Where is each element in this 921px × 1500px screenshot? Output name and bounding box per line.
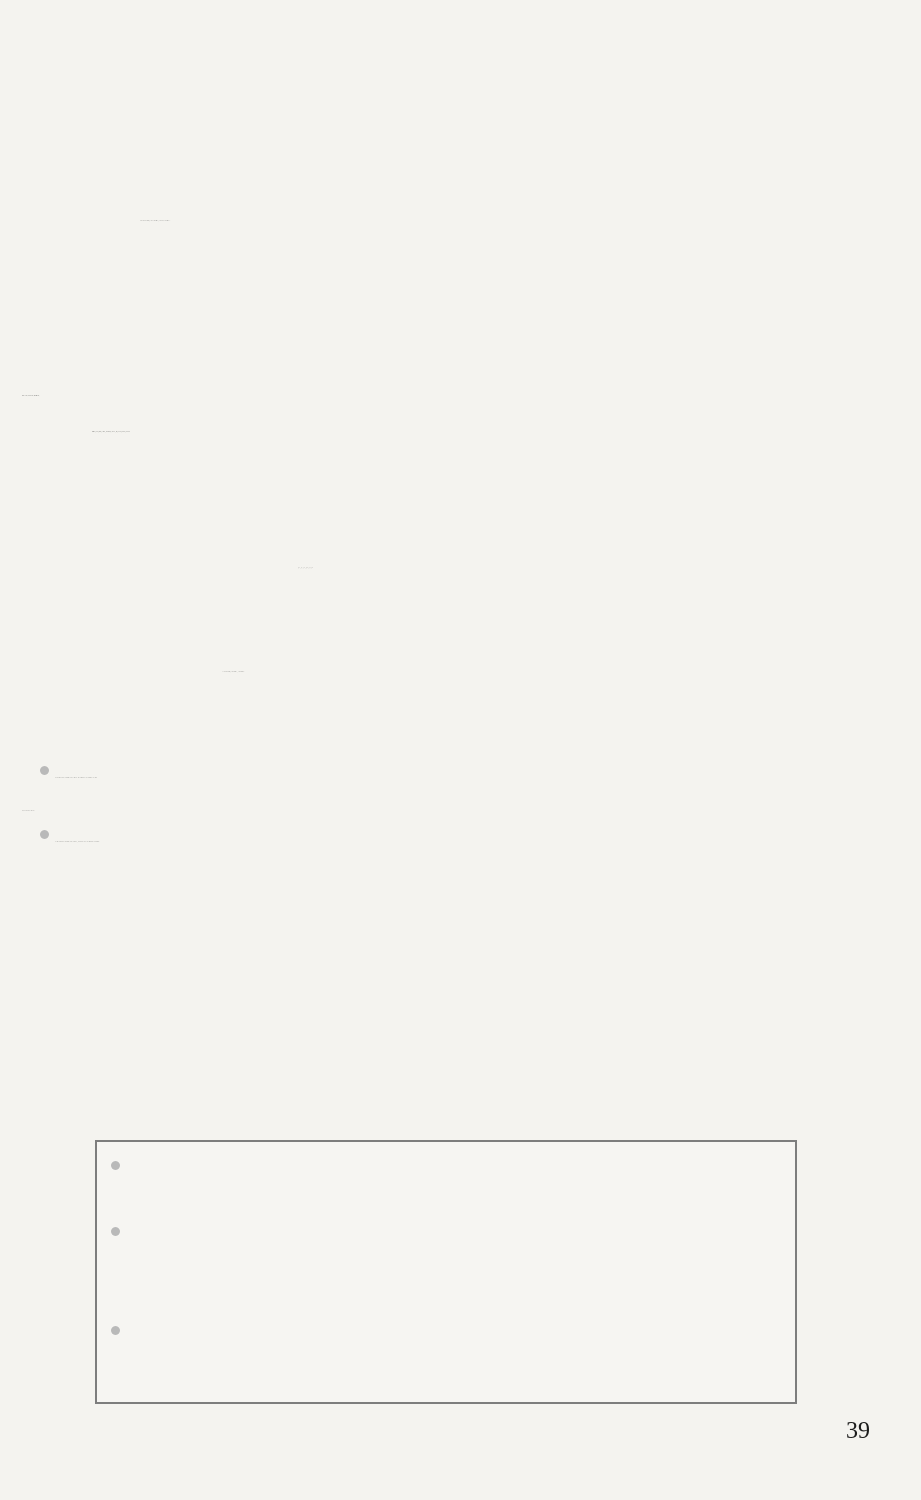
summary-line	[126, 1356, 921, 1386]
bullet-icon	[40, 766, 49, 775]
paragraph-line	[22, 998, 921, 1028]
paragraph-line	[22, 964, 921, 994]
rule-italic-line: σως ἀνώτερης τάξεως.	[22, 811, 35, 812]
paragraph-line	[22, 172, 921, 202]
paragraph-line	[22, 1032, 921, 1062]
rule-italic-text: Ἄν δέν ὑπάρχουν μονάδες μιᾶς τάξεως, στή θέση τους νά γράφουμε τό μηδέν.	[55, 842, 100, 843]
paragraph-line	[68, 1066, 921, 1096]
paragraph-line	[22, 139, 921, 169]
rule-line	[52, 314, 921, 344]
paragraph-line	[22, 73, 921, 103]
summary-line	[111, 1224, 921, 1254]
paragraph-line	[68, 694, 921, 724]
quote-line: «1 ἑκατοντάδα, 3 δεκάδες, 4 μονάδες».	[222, 672, 245, 673]
paragraph-line	[33, 452, 921, 482]
paragraph-line	[22, 1100, 921, 1130]
rule-italic-line	[40, 764, 921, 794]
bullet-icon	[111, 1161, 120, 1170]
paragraph-line	[68, 622, 921, 652]
summary-box	[95, 1140, 797, 1404]
paragraph-line	[68, 520, 921, 550]
paragraph-line	[22, 244, 921, 274]
paragraph-line	[22, 486, 921, 516]
rule-line	[22, 348, 921, 378]
paragraph-line	[22, 930, 921, 960]
digits-line: 0, 1, 2, 3, 4, 5, 6, 7, 8, 9	[298, 568, 314, 569]
paragraph-line	[22, 589, 921, 619]
summary-line	[126, 1257, 921, 1287]
bullet-icon	[40, 830, 49, 839]
summary-line	[126, 1290, 921, 1320]
paragraph-line	[22, 896, 921, 926]
paragraph-line	[22, 728, 921, 758]
paragraph-line	[22, 278, 921, 308]
summary-line	[111, 1158, 921, 1188]
rule-italic-line	[40, 828, 921, 858]
quote-line: «μία ἑκατοντάδα, τρεῖς δεκάδες, τέσσερις μονάδες».	[140, 221, 171, 222]
page-number: 39	[846, 1418, 870, 1444]
bullet-icon	[111, 1227, 120, 1236]
rule-line: ἀπό τούς φυσικούς ἀριθμούς	[22, 396, 40, 397]
summary-line	[126, 1191, 921, 1221]
summary-line	[111, 1323, 921, 1353]
paragraph-line	[22, 106, 921, 136]
rule-italic-text: Ἀριστερά ἀπό τίς μονάδες μιᾶς τάξεως νά γράφουμε τίς μονάδες τῆς ἀμέ-	[55, 778, 98, 779]
paragraph-line	[74, 862, 921, 892]
bullet-icon	[111, 1326, 120, 1335]
digit-words: μηδέν, ἕνα, δύο, τρία, τέσσερα, πέντε, ἔξι, ἑπτά, ὀκτώ, ἐννέα.	[92, 432, 131, 433]
